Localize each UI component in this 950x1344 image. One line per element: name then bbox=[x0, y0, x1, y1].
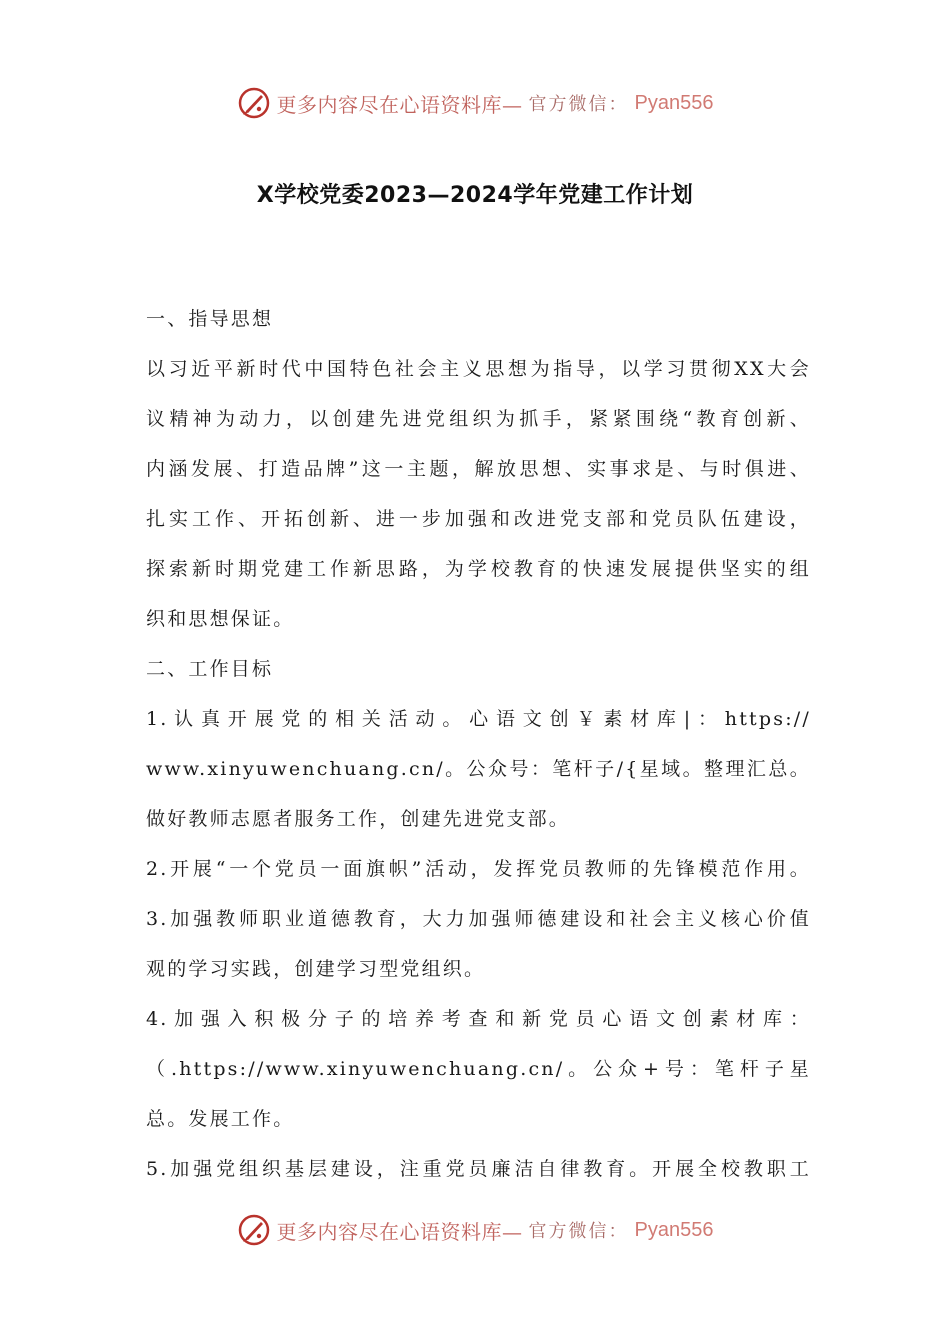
section-heading-guiding-ideology: 一、指导思想 bbox=[146, 308, 274, 330]
footer-watermark-banner bbox=[0, 1210, 950, 1250]
banner-promo-text: 更多内容尽在心语资料库— bbox=[276, 92, 523, 117]
banner-wechat-id: Pyan556 bbox=[634, 1218, 714, 1241]
document-title: X学校党委2023—2024学年党建工作计划 bbox=[256, 183, 694, 208]
goal-item-2: 2.开展“一个党员一面旗帜”活动，发挥党员教师的先锋模范作用。 bbox=[146, 858, 811, 880]
paragraph-line: 议精神为动力，以创建先进党组织为抓手，紧紧围绕“教育创新、 bbox=[146, 408, 811, 430]
paragraph-line: 观的学习实践，创建学习型党组织。 bbox=[146, 958, 486, 980]
quill-logo-icon bbox=[237, 1213, 271, 1247]
header-watermark-banner bbox=[0, 83, 950, 123]
goal-item-3: 3.加强教师职业道德教育，大力加强师德建设和社会主义核心价值 bbox=[146, 908, 811, 930]
paragraph-line: 探索新时期党建工作新思路，为学校教育的快速发展提供坚实的组 bbox=[146, 558, 811, 580]
paragraph-line: 做好教师志愿者服务工作，创建先进党支部。 bbox=[146, 808, 571, 830]
goal-item-1: 1.认真开展党的相关活动。心语文创￥素材库|：https:// bbox=[146, 708, 811, 730]
section-heading-work-goals: 二、工作目标 bbox=[146, 658, 274, 680]
paragraph-line: 扎实工作、开拓创新、进一步加强和改进党支部和党员队伍建设， bbox=[146, 508, 811, 530]
paragraph-line: 内涵发展、打造品牌”这一主题，解放思想、实事求是、与时俱进、 bbox=[146, 458, 811, 480]
banner-wechat-label: 官方微信： bbox=[528, 1221, 629, 1242]
paragraph-line: 以习近平新时代中国特色社会主义思想为指导，以学习贯彻XX大会 bbox=[146, 358, 811, 380]
banner-wechat-id: Pyan556 bbox=[634, 91, 714, 114]
goal-item-4: 4.加强入积极分子的培养考查和新党员心语文创素材库： bbox=[146, 1008, 811, 1030]
paragraph-line: www.xinyuwenchuang.cn/。公众号：笔杆子/{星域。整理汇总。 bbox=[146, 758, 811, 780]
quill-logo-icon bbox=[237, 86, 271, 120]
document-body bbox=[146, 294, 811, 1194]
banner-wechat-label: 官方微信： bbox=[528, 94, 629, 115]
paragraph-line: 织和思想保证。 bbox=[146, 608, 295, 630]
banner-promo-text: 更多内容尽在心语资料库— bbox=[276, 1219, 523, 1244]
goal-item-5: 5.加强党组织基层建设，注重党员廉洁自律教育。开展全校教职工 bbox=[146, 1158, 811, 1180]
paragraph-line: （.https://www.xinyuwenchuang.cn/。公众+号：笔杆子星 bbox=[146, 1058, 811, 1080]
paragraph-line: 总。发展工作。 bbox=[146, 1108, 295, 1130]
